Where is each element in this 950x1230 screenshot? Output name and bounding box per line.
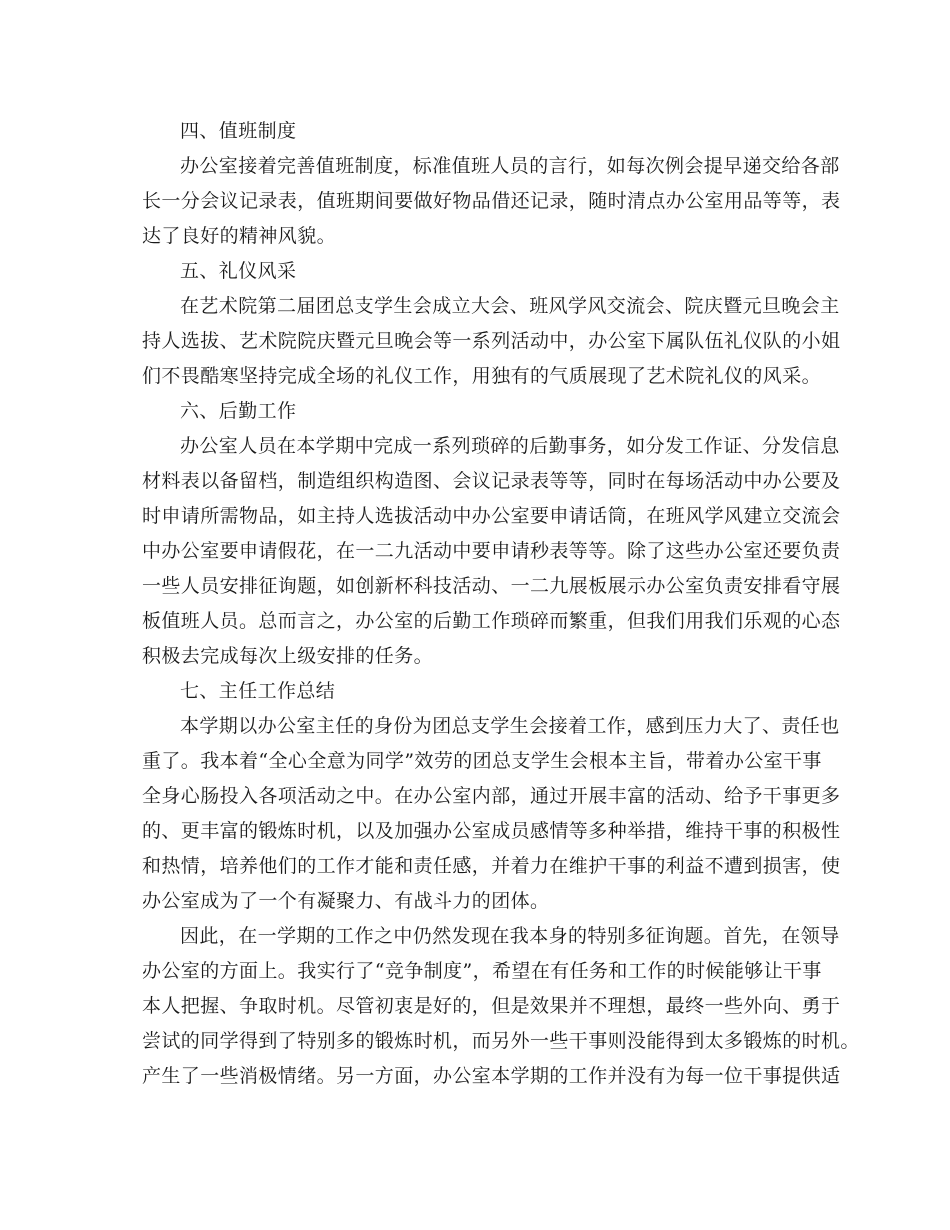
- paragraph-line: 本人把握、争取时机。尽管初衷是好的，但是效果并不理想，最终一些外向、勇于: [142, 995, 841, 1017]
- paragraph-line: 尝试的同学得到了特别多的锻炼时机，而另外一些干事则没能得到太多锻炼的时机。: [142, 1030, 860, 1052]
- paragraph-line: 积极去完成每次上级安排的任务。: [142, 645, 434, 667]
- paragraph-line: 达了良好的精神风貌。: [142, 225, 337, 247]
- paragraph-line: 全身心肠投入各项活动之中。在办公室内部，通过开展丰富的活动、给予干事更多: [142, 785, 841, 807]
- paragraph-line: 办公室人员在本学期中完成一系列琐碎的后勤事务，如分发工作证、分发信息: [180, 435, 840, 457]
- paragraph-line: 和热情，培养他们的工作才能和责任感，并着力在维护干事的利益不遭到损害，使: [142, 855, 841, 877]
- paragraph-line: 产生了一些消极情绪。另一方面，办公室本学期的工作并没有为每一位干事提供适: [142, 1065, 841, 1087]
- paragraph-line: 时申请所需物品，如主持人选拔活动中办公室要申请话筒，在班风学风建立交流会: [142, 505, 841, 527]
- paragraph-line: 重了。我本着“全心全意为同学”效劳的团总支学生会根本主旨，带着办公室干事: [142, 750, 822, 772]
- paragraph-line: 办公室的方面上。我实行了“竞争制度”，希望在有任务和工作的时候能够让干事: [142, 960, 822, 982]
- paragraph-line: 因此，在一学期的工作之中仍然发现在我本身的特别多征询题。首先，在领导: [180, 925, 840, 947]
- paragraph-line: 在艺术院第二届团总支学生会成立大会、班风学风交流会、院庆暨元旦晚会主: [180, 295, 840, 317]
- section-heading-director-summary: 七、主任工作总结: [180, 680, 336, 702]
- section-heading-etiquette: 五、礼仪风采: [180, 260, 297, 282]
- paragraph-line: 办公室接着完善值班制度，标准值班人员的言行，如每次例会提早递交给各部: [180, 155, 840, 177]
- section-heading-logistics: 六、后勤工作: [180, 400, 297, 422]
- paragraph-line: 持人选拔、艺术院院庆暨元旦晚会等一系列活动中，办公室下属队伍礼仪队的小姐: [142, 330, 841, 352]
- paragraph-line: 办公室成为了一个有凝聚力、有战斗力的团体。: [142, 890, 550, 912]
- section-heading-duty: 四、值班制度: [180, 120, 297, 142]
- paragraph-line: 们不畏酷寒坚持完成全场的礼仪工作，用独有的气质展现了艺术院礼仪的风采。: [142, 365, 822, 387]
- document-page: [142, 114, 860, 1094]
- paragraph-line: 一些人员安排征询题，如创新杯科技活动、一二九展板展示办公室负责安排看守展: [142, 575, 841, 597]
- paragraph-line: 本学期以办公室主任的身份为团总支学生会接着工作，感到压力大了、责任也: [180, 715, 840, 737]
- paragraph-line: 长一分会议记录表，值班期间要做好物品借还记录，随时清点办公室用品等等，表: [142, 190, 841, 212]
- paragraph-line: 材料表以备留档，制造组织构造图、会议记录表等等，同时在每场活动中办公要及: [142, 470, 841, 492]
- paragraph-line: 中办公室要申请假花，在一二九活动中要申请秒表等等。除了这些办公室还要负责: [142, 540, 841, 562]
- paragraph-line: 板值班人员。总而言之，办公室的后勤工作琐碎而繁重，但我们用我们乐观的心态: [142, 610, 841, 632]
- paragraph-line: 的、更丰富的锻炼时机，以及加强办公室成员感情等多种举措，维持干事的积极性: [142, 820, 841, 842]
